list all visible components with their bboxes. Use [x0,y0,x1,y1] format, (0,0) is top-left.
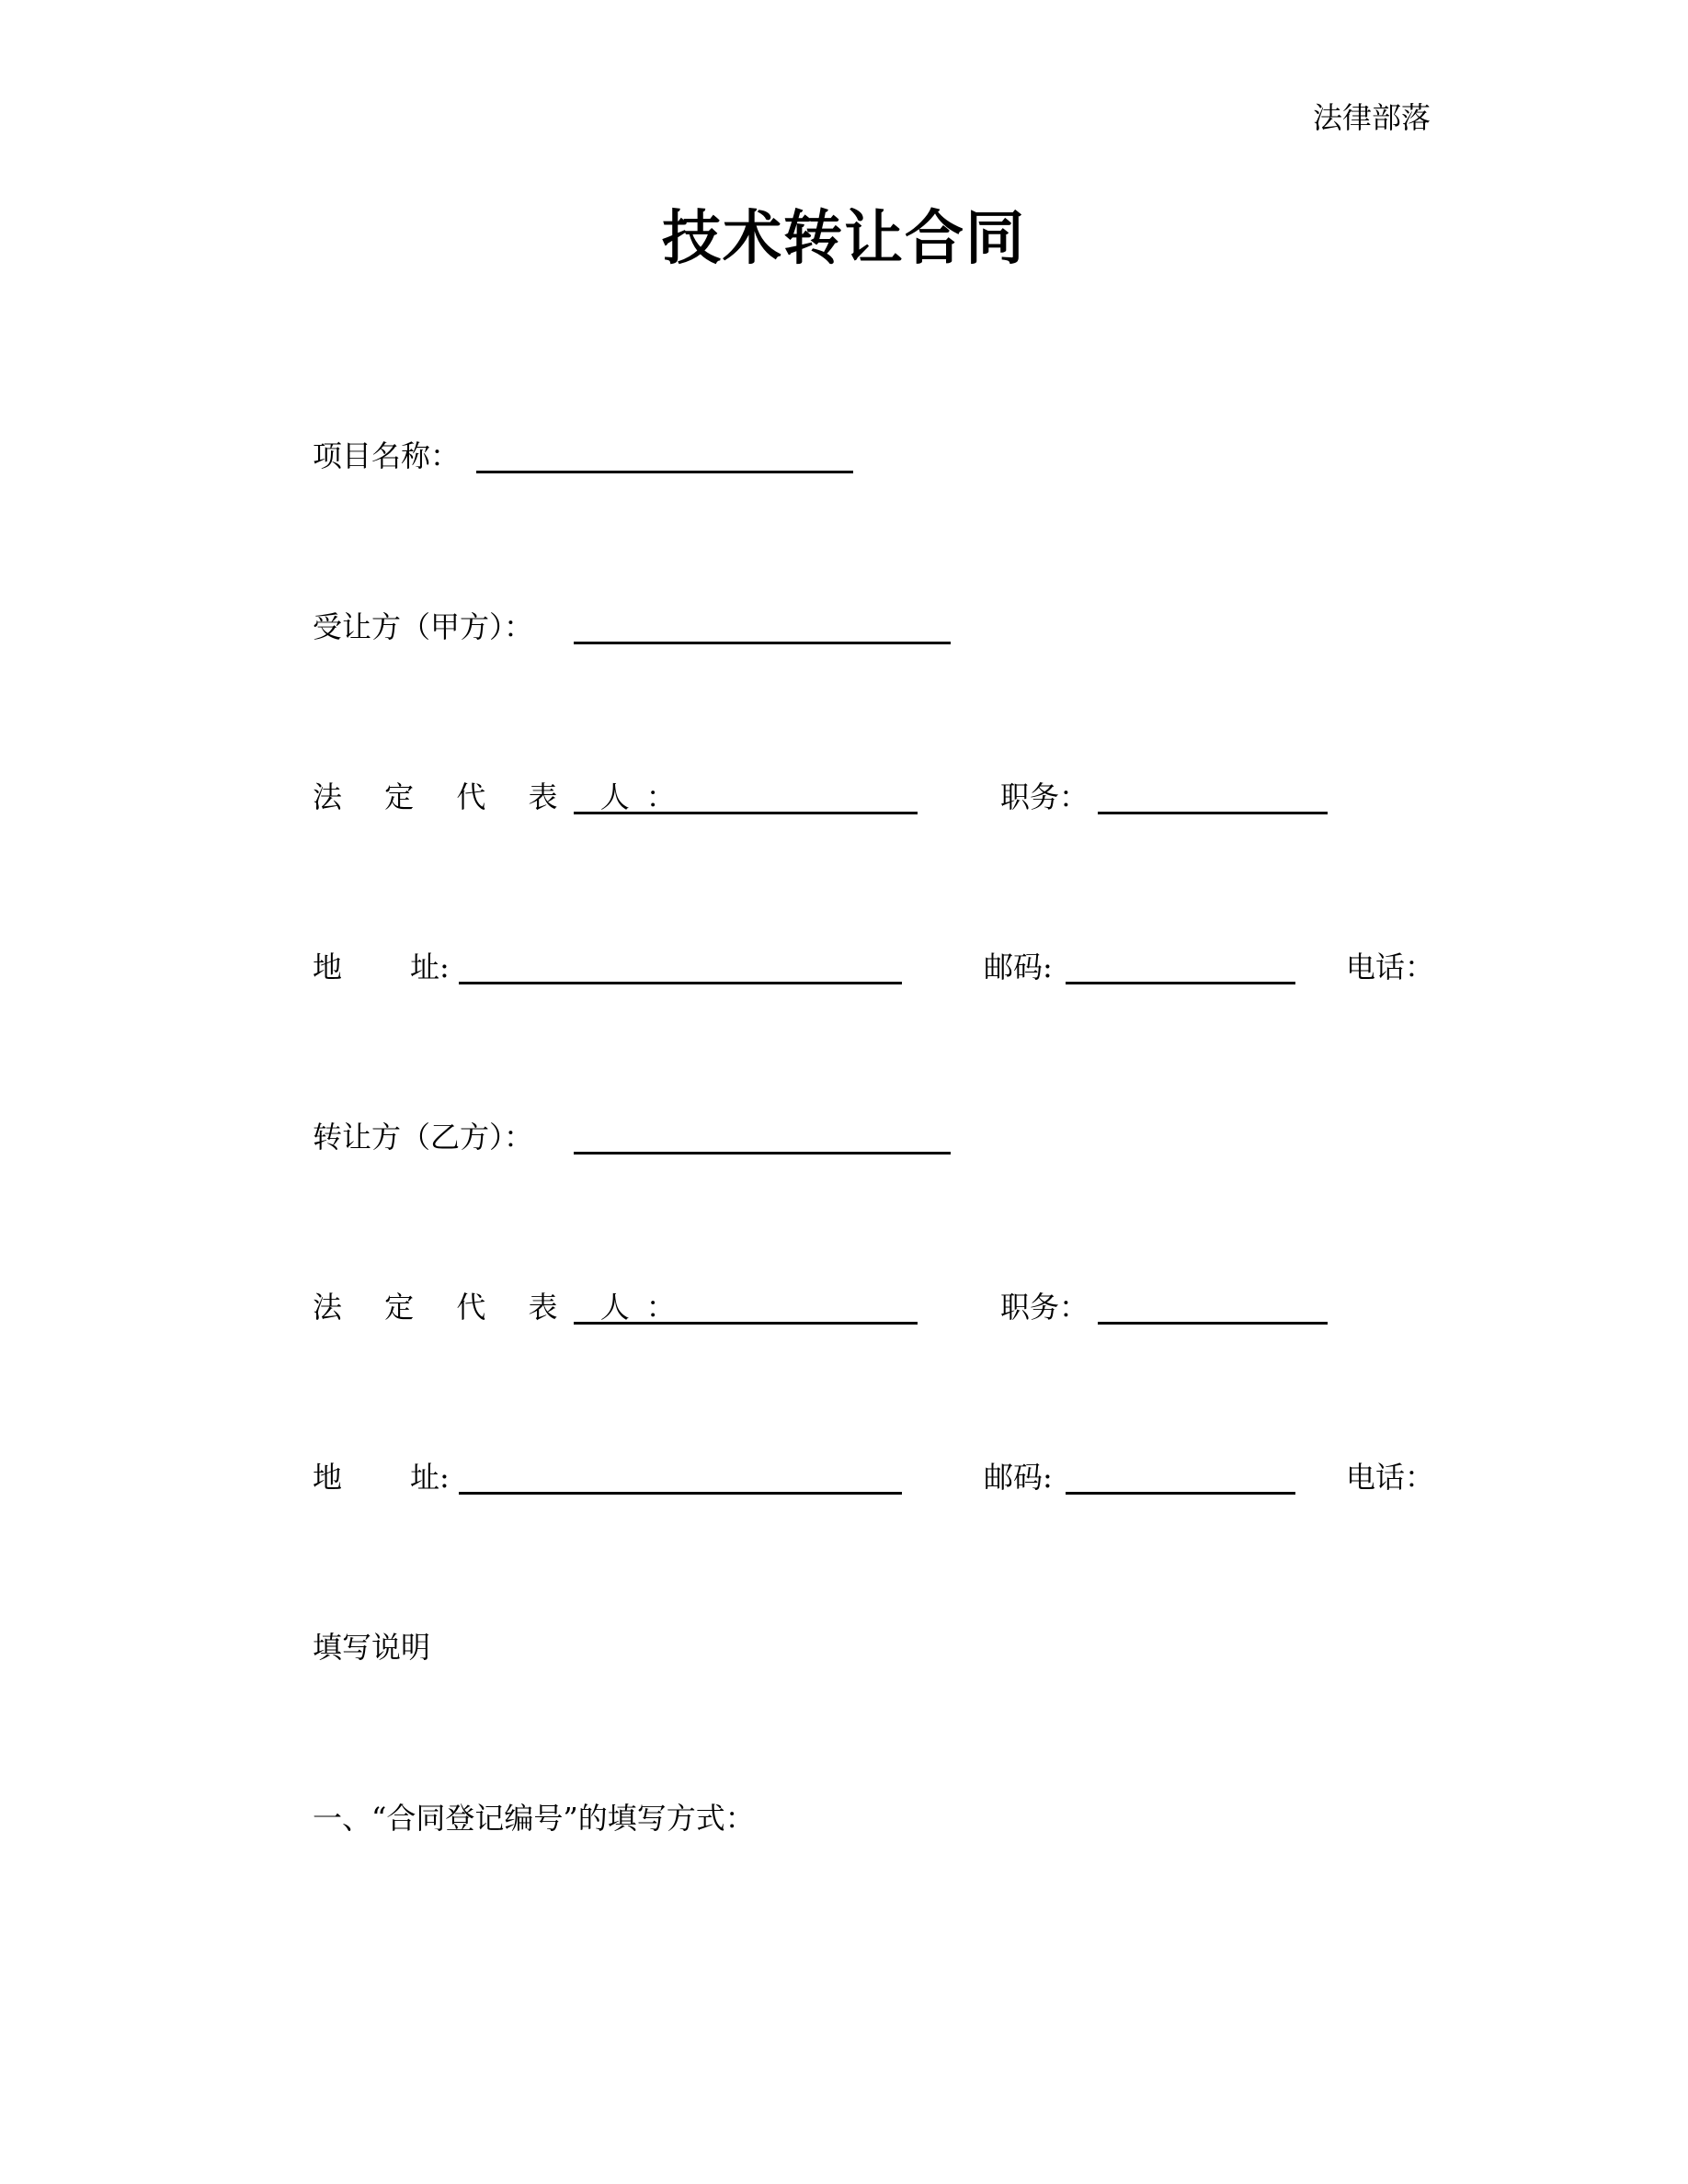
party-a-legal-rep-field[interactable] [574,812,918,814]
party-a-address-field[interactable] [459,982,902,984]
party-b-phone-label: 电话： [1346,1460,1435,1495]
party-a-postcode-field[interactable] [1066,982,1295,984]
party-b-postcode-label: 邮码: [984,1460,1053,1495]
transferee-field[interactable] [574,642,951,644]
party-b-postcode-field[interactable] [1066,1492,1295,1495]
document-title: 技术转让合同 [662,205,1026,273]
instructions-item-1: 一、“合同登记编号”的填写方式： [313,1801,755,1836]
transferor-field[interactable] [574,1152,951,1155]
project-name-label: 项目名称： [313,438,461,473]
party-a-address-label-char1: 地 [313,950,343,984]
transferee-label: 受让方（甲方）： [313,609,534,644]
party-b-position-label: 职务： [1000,1290,1089,1325]
party-b-legal-rep-field[interactable] [574,1322,918,1325]
brand-label: 法律部落 [1312,100,1431,135]
party-a-position-field[interactable] [1098,812,1328,814]
party-a-legal-rep-label: 法 定 代 表 人： [313,779,692,814]
party-b-address-label-char2: 址: [410,1460,450,1495]
party-a-position-label: 职务： [1000,779,1089,814]
transferor-label: 转让方（乙方）： [313,1120,534,1155]
party-a-address-label-char2: 址: [410,950,450,984]
party-b-position-field[interactable] [1098,1322,1328,1325]
party-b-legal-rep-label: 法 定 代 表 人： [313,1290,692,1325]
party-a-phone-label: 电话： [1346,950,1435,984]
project-name-field[interactable] [476,471,853,473]
instructions-heading: 填写说明 [313,1630,431,1665]
party-a-postcode-label: 邮码: [984,950,1053,984]
party-b-address-field[interactable] [459,1492,902,1495]
party-b-address-label-char1: 地 [313,1460,343,1495]
